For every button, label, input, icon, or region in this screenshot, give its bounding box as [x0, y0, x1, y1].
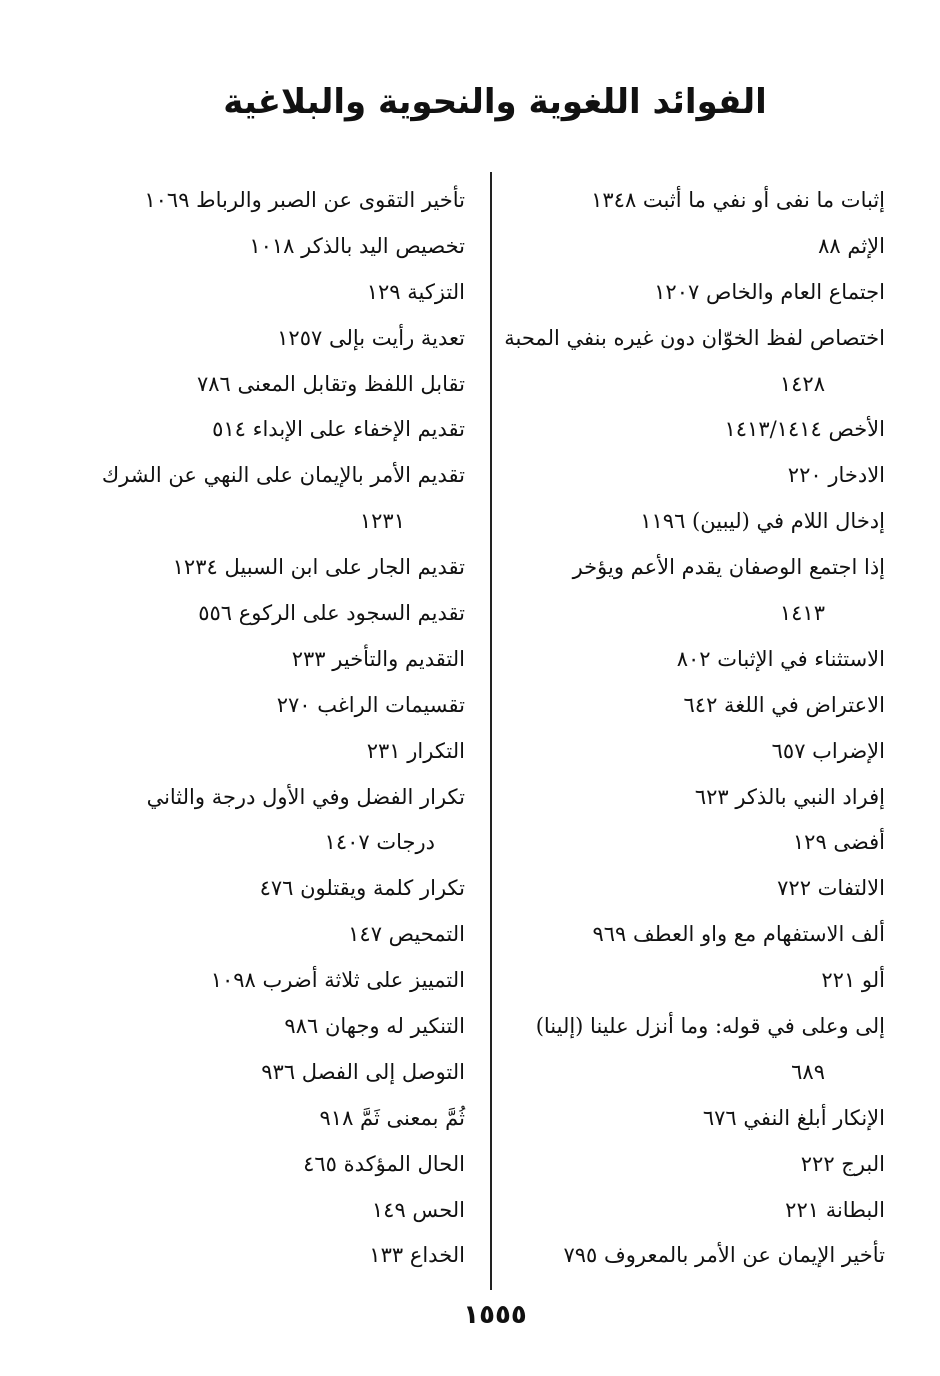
index-entry: تكرار الفضل وفي الأول درجة والثاني: [146, 784, 465, 809]
page-title: الفوائد اللغوية والنحوية والبلاغية: [223, 82, 767, 122]
index-entry: ألو ٢٢١: [821, 968, 885, 993]
index-entry: التمحيص ١٤٧: [348, 922, 465, 947]
index-entry: الخداع ١٣٣: [369, 1243, 465, 1268]
index-entry: التوصل إلى الفصل ٩٣٦: [261, 1059, 465, 1084]
index-entry: اجتماع العام والخاص ١٢٠٧: [654, 279, 885, 304]
index-entry: التقديم والتأخير ٢٣٣: [291, 646, 465, 671]
index-entry: الإثم ٨٨: [818, 233, 885, 258]
page-number: ١٥٥٥: [463, 1300, 527, 1330]
index-entry: الاستثناء في الإثبات ٨٠٢: [676, 646, 885, 671]
index-entry: البرج ٢٢٢: [800, 1151, 885, 1176]
index-entry-continuation: ٦٨٩: [791, 1059, 825, 1084]
index-entry-continuation: ١٢٣١: [359, 509, 405, 534]
index-entry: التكرار ٢٣١: [366, 738, 465, 763]
index-entry: الاعتراض في اللغة ٦٤٢: [683, 692, 885, 717]
column-divider: [490, 172, 492, 1290]
index-entry: تقديم السجود على الركوع ٥٥٦: [198, 601, 465, 626]
index-entry-continuation: ١٤١٣: [779, 601, 825, 626]
index-entry: تأخير الإيمان عن الأمر بالمعروف ٧٩٥: [563, 1243, 885, 1268]
index-entry: إلى وعلى في قوله: وما أنزل علينا (إلينا): [535, 1014, 885, 1039]
index-entry: تعدية رأيت بإلى ١٢٥٧: [277, 325, 465, 350]
index-entry-continuation: ١٤٢٨: [779, 371, 825, 396]
index-entry: الالتفات ٧٢٢: [777, 876, 885, 901]
index-entry: تكرار كلمة ويقتلون ٤٧٦: [259, 876, 465, 901]
index-entry: تخصيص اليد بالذكر ١٠١٨: [249, 233, 465, 258]
index-entry: البطانة ٢٢١: [785, 1197, 885, 1222]
index-entry: إذا اجتمع الوصفان يقدم الأعم ويؤخر: [572, 555, 885, 580]
index-entry: أفضى ١٢٩: [792, 830, 885, 855]
index-entry: تأخير التقوى عن الصبر والرباط ١٠٦٩: [144, 188, 465, 212]
index-entry: ثُمَّ بمعنى ثَمَّ ٩١٨: [319, 1105, 465, 1130]
index-entry: تقديم الجار على ابن السبيل ١٢٣٤: [172, 555, 465, 580]
index-column-left: [95, 178, 465, 1279]
index-entry: الإضراب ٦٥٧: [771, 738, 885, 763]
index-entry: الأخص ١٤١٣/١٤١٤: [724, 417, 885, 442]
index-entry: تقديم الإخفاء على الإبداء ٥١٤: [212, 417, 465, 442]
index-entry: الحال المؤكدة ٤٦٥: [303, 1151, 465, 1176]
index-entry: التمييز على ثلاثة أضرب ١٠٩٨: [210, 968, 465, 993]
index-entry: إثبات ما نفى أو نفي ما أثبت ١٣٤٨: [591, 188, 885, 212]
index-entry: الادخار ٢٢٠: [787, 463, 885, 488]
index-entry-continuation: درجات ١٤٠٧: [324, 830, 435, 855]
index-entry: اختصاص لفظ الخوّان دون غيره بنفي المحبة: [504, 325, 885, 350]
index-entry: تقديم الأمر بالإيمان على النهي عن الشرك: [101, 463, 465, 488]
index-column-right: [505, 178, 885, 1279]
index-entry: التزكية ١٢٩: [366, 279, 465, 304]
index-entry: التنكير له وجهان ٩٨٦: [284, 1014, 465, 1039]
index-entry: إدخال اللام في (ليبين) ١١٩٦: [640, 509, 885, 534]
index-entry: تقابل اللفظ وتقابل المعنى ٧٨٦: [196, 371, 465, 396]
index-entry: تقسيمات الراغب ٢٧٠: [276, 692, 465, 717]
index-entry: ألف الاستفهام مع واو العطف ٩٦٩: [592, 922, 885, 947]
index-entry: الحس ١٤٩: [371, 1197, 465, 1222]
index-entry: إفراد النبي بالذكر ٦٢٣: [694, 784, 885, 809]
index-entry: الإنكار أبلغ النفي ٦٧٦: [702, 1105, 885, 1130]
